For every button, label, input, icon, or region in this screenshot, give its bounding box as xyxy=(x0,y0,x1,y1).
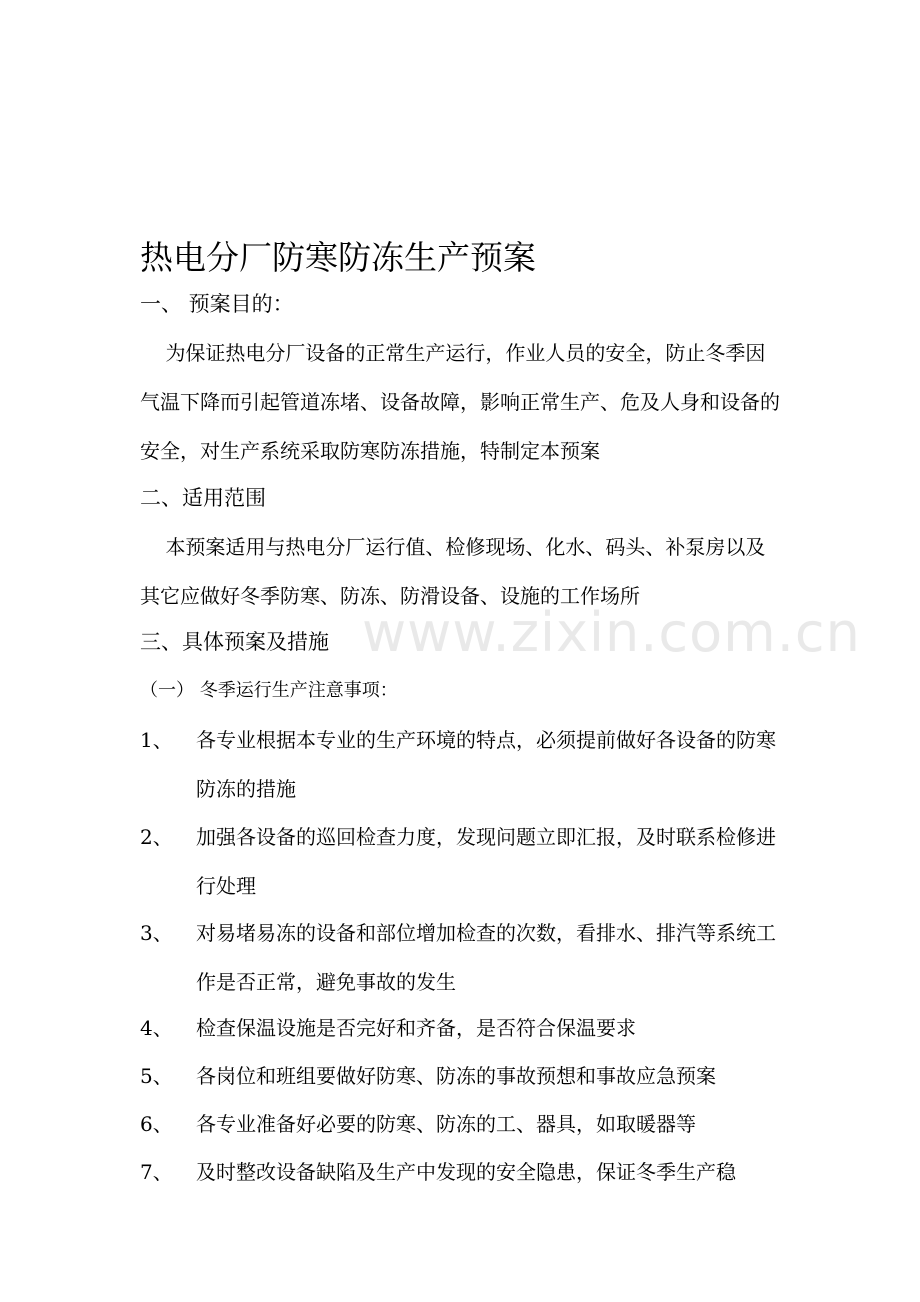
watermark-text: www.zixin.com.cn xyxy=(362,601,861,664)
subsection-heading: （一） 冬季运行生产注意事项： xyxy=(140,680,398,701)
list-item-number: 4、 xyxy=(140,1016,173,1040)
section-body-purpose: 为保证热电分厂设备的正常生产运行，作业人员的安全，防止冬季因气温下降而引起管道冻堵、设备故障，影响正常生产、危及人身和设备的安全，对生产系统采取防寒防冻措施，特制定本预案 xyxy=(140,341,780,463)
section-heading-measures: 三、具体预案及措施 xyxy=(140,630,329,654)
list-item-number: 5、 xyxy=(140,1064,173,1088)
list-item-text: 及时整改设备缺陷及生产中发现的安全隐患，保证冬季生产稳 xyxy=(196,1160,736,1184)
list-item-text: 各专业根据本专业的生产环境的特点，必须提前做好各设备的防寒防冻的措施 xyxy=(196,728,776,801)
list-item-number: 2、 xyxy=(140,825,173,849)
list-item-number: 3、 xyxy=(140,921,173,945)
document-title: 热电分厂防寒防冻生产预案 xyxy=(140,238,536,277)
list-item-number: 1、 xyxy=(140,728,173,752)
section-body-scope: 本预案适用与热电分厂运行值、检修现场、化水、码头、补泵房以及其它应做好冬季防寒、防冻、防滑设备、设施的工作场所 xyxy=(140,535,766,608)
list-item-text: 加强各设备的巡回检查力度，发现问题立即汇报，及时联系检修进行处理 xyxy=(196,825,776,898)
list-item-text: 各岗位和班组要做好防寒、防冻的事故预想和事故应急预案 xyxy=(196,1064,716,1088)
section-heading-scope: 二、适用范围 xyxy=(140,486,266,510)
list-item-number: 6、 xyxy=(140,1112,173,1136)
list-item-number: 7、 xyxy=(140,1160,173,1184)
list-item-text: 检查保温设施是否完好和齐备，是否符合保温要求 xyxy=(196,1016,636,1040)
list-item-text: 对易堵易冻的设备和部位增加检查的次数，看排水、排汽等系统工作是否正常，避免事故的发生 xyxy=(196,921,776,994)
section-heading-purpose: 一、 预案目的： xyxy=(140,292,294,316)
list-item-text: 各专业准备好必要的防寒、防冻的工、器具，如取暖器等 xyxy=(196,1112,696,1136)
